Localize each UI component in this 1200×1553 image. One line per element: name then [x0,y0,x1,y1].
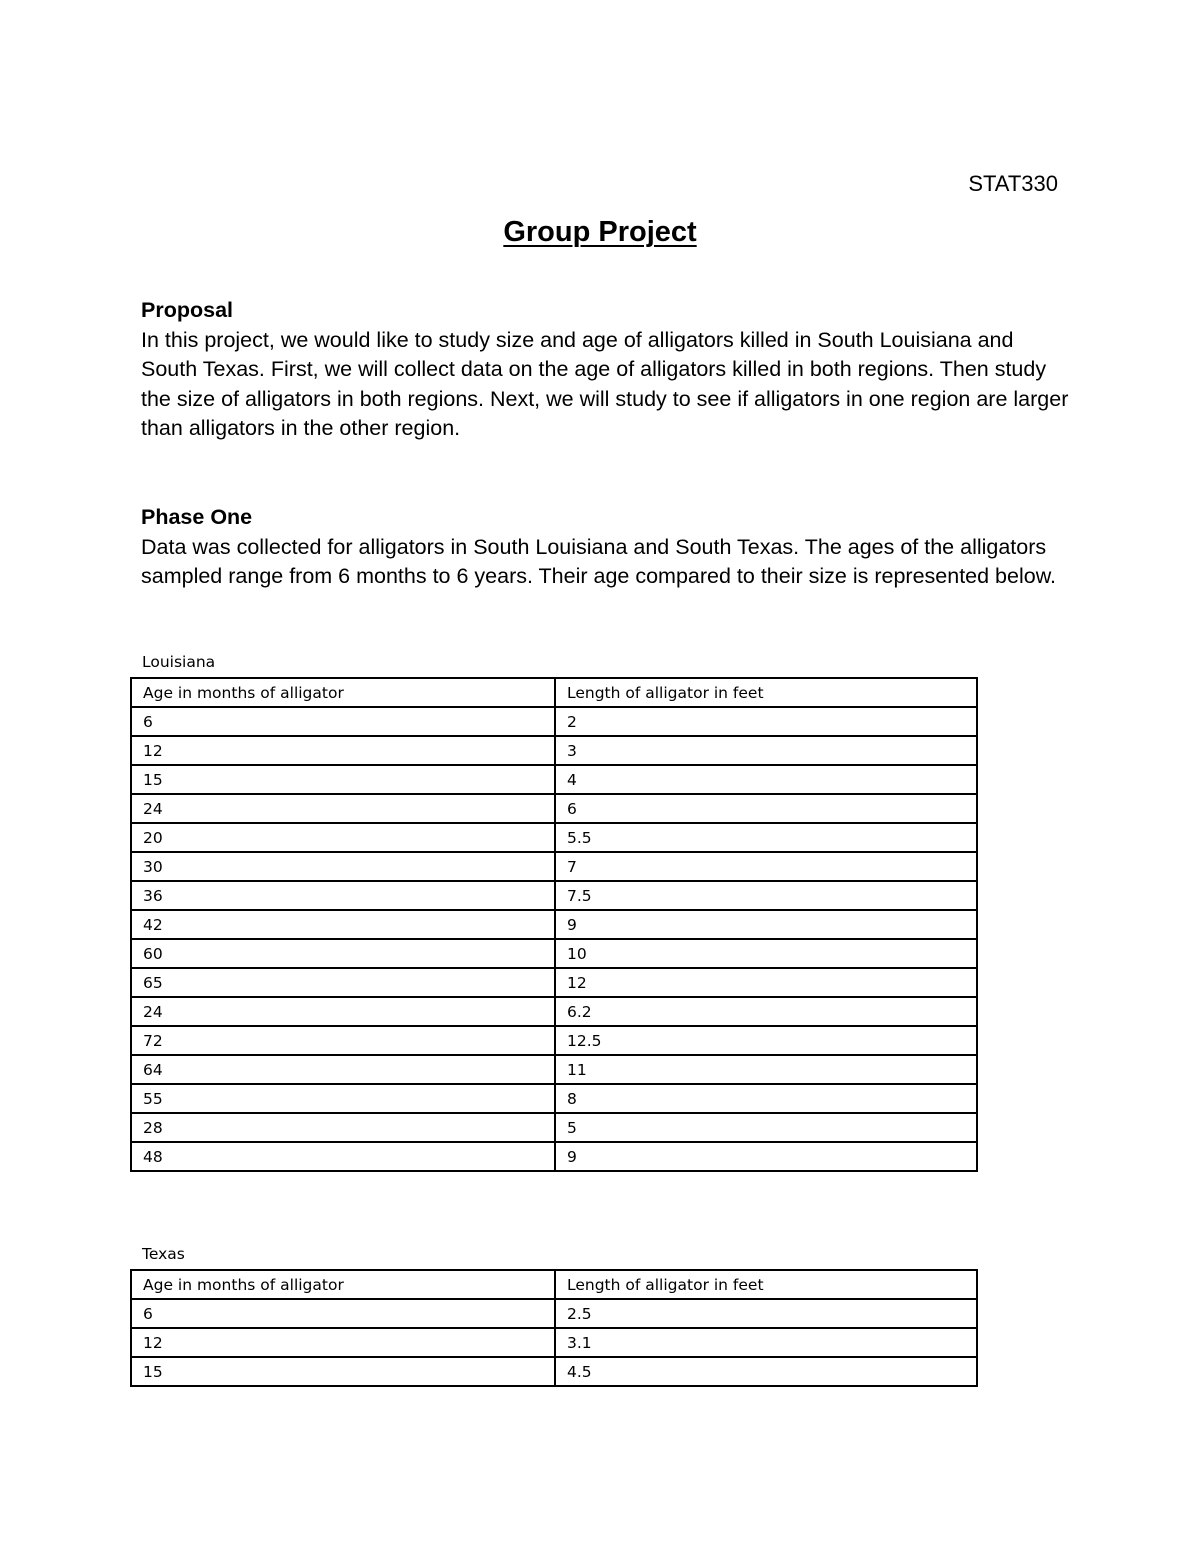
column-header-age: Age in months of alligator [131,678,555,707]
length-cell: 9 [555,910,977,939]
table-row [131,968,977,997]
page-title [0,213,1200,251]
column-header-length: Length of alligator in feet [555,678,977,707]
age-cell: 72 [131,1026,555,1055]
age-cell: 42 [131,910,555,939]
table-row [131,736,977,765]
length-cell: 2 [555,707,977,736]
age-cell: 64 [131,1055,555,1084]
age-cell: 24 [131,997,555,1026]
length-cell: 4.5 [555,1357,977,1386]
table-row [131,997,977,1026]
course-code: STAT330 [968,171,1058,196]
phase-one-section [141,503,1071,592]
length-cell: 11 [555,1055,977,1084]
table-row [131,823,977,852]
page-title-text: Group Project [503,216,697,248]
length-cell: 12.5 [555,1026,977,1055]
table-row [131,707,977,736]
proposal-section [141,296,1071,444]
table-row [131,1357,977,1386]
table-row [131,1299,977,1328]
length-cell: 6 [555,794,977,823]
age-cell: 15 [131,765,555,794]
table-row [131,910,977,939]
table-row [131,1113,977,1142]
length-cell: 8 [555,1084,977,1113]
age-cell: 60 [131,939,555,968]
table-row [131,765,977,794]
length-cell: 4 [555,765,977,794]
length-cell: 3 [555,736,977,765]
table-row [131,939,977,968]
age-cell: 12 [131,1328,555,1357]
length-cell: 9 [555,1142,977,1171]
length-cell: 6.2 [555,997,977,1026]
column-header-age: Age in months of alligator [131,1270,555,1299]
length-cell: 2.5 [555,1299,977,1328]
texas-table [130,1269,978,1387]
table-row [131,1026,977,1055]
table-row [131,1055,977,1084]
age-cell: 36 [131,881,555,910]
age-cell: 55 [131,1084,555,1113]
age-cell: 6 [131,1299,555,1328]
phase-one-heading: Phase One [141,505,253,529]
length-cell: 5 [555,1113,977,1142]
length-cell: 10 [555,939,977,968]
table-row [131,794,977,823]
age-cell: 30 [131,852,555,881]
table-row [131,1084,977,1113]
texas-table-caption: Texas [142,1245,185,1263]
length-cell: 12 [555,968,977,997]
column-header-length: Length of alligator in feet [555,1270,977,1299]
length-cell: 7 [555,852,977,881]
age-cell: 24 [131,794,555,823]
table-row [131,1328,977,1357]
phase-one-body: Data was collected for alligators in South Louisiana and South Texas. The ages of the alligators sampled range from 6 months to 6 years. Their age compared to their size is represented below. [141,534,1057,588]
table-row [131,1142,977,1171]
table-header-row [131,1270,977,1299]
age-cell: 65 [131,968,555,997]
table-row [131,852,977,881]
age-cell: 48 [131,1142,555,1171]
length-cell: 3.1 [555,1328,977,1357]
age-cell: 12 [131,736,555,765]
age-cell: 6 [131,707,555,736]
age-cell: 20 [131,823,555,852]
age-cell: 28 [131,1113,555,1142]
proposal-body: In this project, we would like to study size and age of alligators killed in South Louisiana and South Texas. First, we will collect data on the age of alligators killed in both regions. Then study the size of alligators in both regions. Next, we will study to see if alligators in one region are larger than alligators in the other region. [141,327,1069,440]
table-header-row [131,678,977,707]
age-cell: 15 [131,1357,555,1386]
length-cell: 7.5 [555,881,977,910]
louisiana-table-caption: Louisiana [142,653,216,671]
louisiana-table [130,677,978,1172]
length-cell: 5.5 [555,823,977,852]
table-row [131,881,977,910]
proposal-heading: Proposal [141,298,233,322]
